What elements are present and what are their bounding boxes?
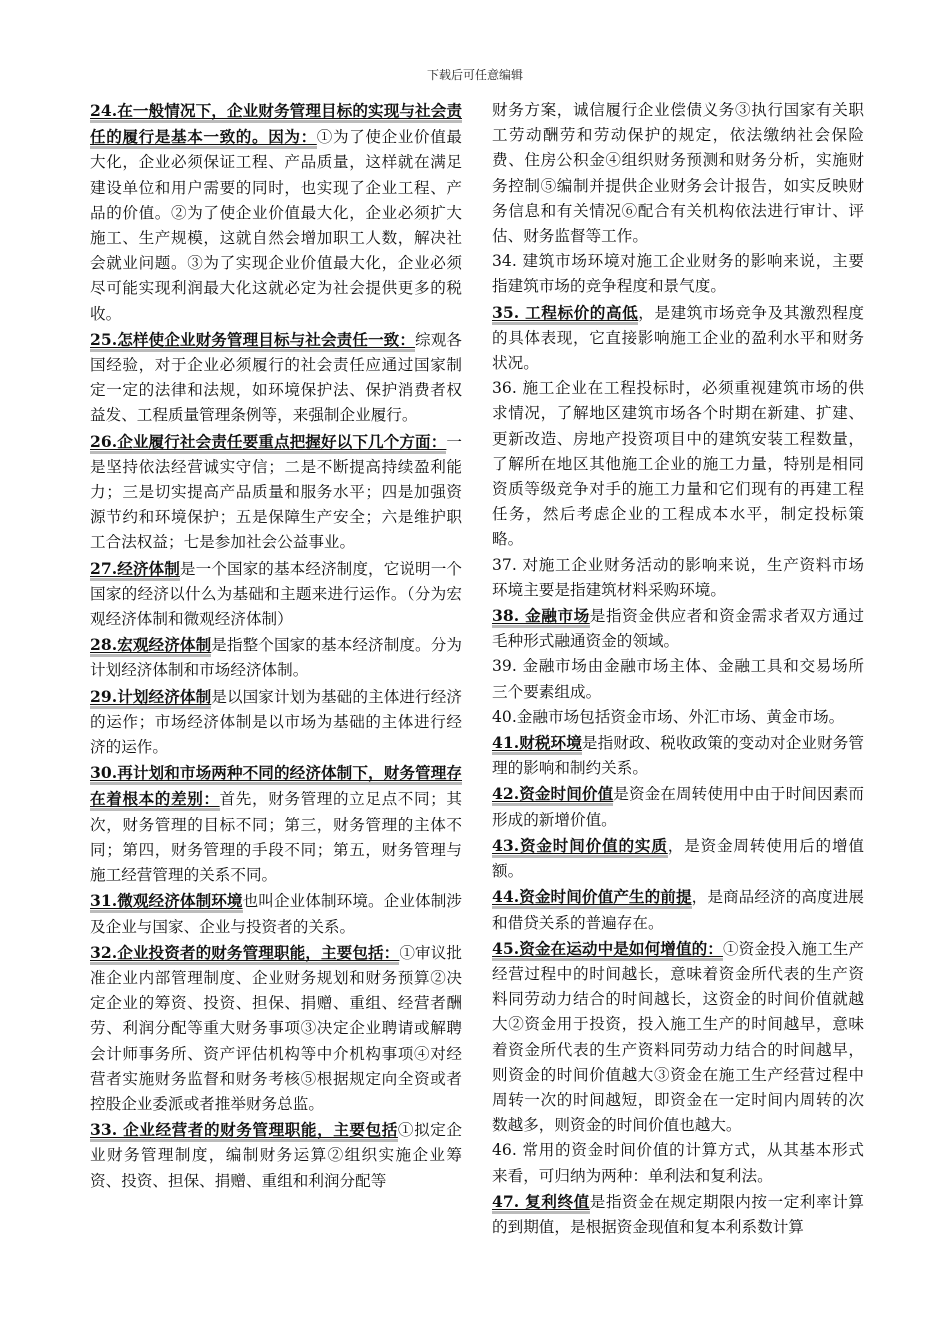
item-38 (492, 603, 864, 654)
item-32-key: 32.企业投资者的财务管理职能，主要包括： (90, 943, 399, 965)
item-38-key: 38. 金融市场 (492, 606, 590, 628)
item-28-text: 是指整个国家的基本经济制度。分为计划经济体制和市场经济体制。 (90, 636, 462, 680)
item-43-key: 43.资金时间价值的实质 (492, 836, 668, 858)
item-28 (90, 632, 462, 683)
item-46-text: 46. 常用的资金时间价值的计算方式，从其基本形式来看，可归纳为两种：单利法和复利法。 (492, 1141, 864, 1185)
item-41 (492, 730, 864, 781)
item-26-key: 26.企业履行社会责任要重点把握好以下几个方面： (90, 432, 446, 454)
item-33-text: ①拟定企业财务管理制度，编制财务运算②组织实施企业筹资、投资、担保、捐赠、重组和利润分配等 (90, 1121, 462, 1190)
item-26 (90, 429, 462, 556)
item-47 (492, 1189, 864, 1240)
item-44-text: ，是商品经济的高度进展和借贷关系的普遍存在。 (492, 888, 864, 932)
item-42-key: 42.资金时间价值 (492, 784, 613, 806)
item-29-text: 是以国家计划为基础的主体进行经济的运作；市场经济体制是以市场为基础的主体进行经济的运作。 (90, 687, 462, 757)
item-35-text: ，是建筑市场竞争及其激烈程度的具体表现，它直接影响施工企业的盈利水平和财务状况。 (492, 303, 864, 373)
item-34 (492, 249, 864, 299)
item-27-key: 27.经济体制 (90, 559, 180, 581)
item-45-key: 45.资金在运动中是如何增值的： (492, 939, 723, 961)
item-35-key: 35. 工程标价的高低 (492, 303, 638, 325)
item-33-key: 33. 企业经营者的财务管理职能，主要包括 (90, 1120, 398, 1142)
item-33 (90, 1117, 462, 1194)
item-24 (90, 98, 462, 327)
left-column (90, 98, 462, 1194)
item-40 (492, 705, 864, 730)
item-26-text: 一是坚持依法经营诚实守信；二是不断提高持续盈利能力；三是切实提高产品质量和服务水平；四是加强资源节约和环境保护；五是保障生产安全；六是维护职工合法权益；七是参加社会公益事业。 (90, 432, 462, 552)
item-29 (90, 684, 462, 761)
item-44-key: 44.资金时间价值产生的前提 (492, 887, 692, 909)
item-30-text: 首先，财务管理的立足点不同；其次，财务管理的目标不同；第三，财务管理的主体不同；第四，财务管理的手段不同；第五，财务管理与施工经营管理的关系不同。 (90, 790, 462, 885)
item-30 (90, 760, 462, 888)
item-35 (492, 300, 864, 377)
page-header: 下载后可任意编辑 (426, 68, 523, 82)
item-42-text: 是资金在周转使用中由于时间因素而形成的新增价值。 (492, 785, 864, 829)
item-25 (90, 327, 462, 429)
item-33-continued-text: 财务方案，诚信履行企业偿债义务③执行国家有关职工劳动酬劳和劳动保护的规定，依法缴纳社会保险费、住房公积金④组织财务预测和财务分析，实施财务控制⑤编制并提供企业财务会计报告，如实反映财务信息和有关情况⑥配合有关机构依法进行审计、评估、财务监督等工作。 (492, 101, 864, 246)
item-31-key: 31.微观经济体制环境 (90, 891, 243, 913)
item-45-text: ①资金投入施工生产经营过程中的时间越长，意味着资金所代表的生产资料同劳动力结合的时间越长，这资金的时间价值就越大②资金用于投资，投入施工生产的时间越早，意味着资金所代表的生产资料同劳动力结合的时间越早，则资金的时间价值越大③资金在施工生产经营过程中周转一次的时间越短，即资金在一定时间内周转的次数越多，则资金的时间价值也越大。 (492, 939, 864, 1135)
item-42 (492, 781, 864, 832)
item-40-text: 40.金融市场包括资金市场、外汇市场、黄金市场。 (492, 707, 845, 726)
item-37-text: 37. 对施工企业财务活动的影响来说，生产资料市场环境主要是指建筑材料采购环境。 (492, 555, 864, 599)
item-25-text: 综观各国经验，对于企业必须履行的社会责任应通过国家制定一定的法律和法规，如环境保护法、保护消费者权益发、工程质量管理条例等，来强制企业履行。 (90, 330, 462, 425)
item-33-continued (492, 98, 864, 249)
item-24-key: 24.在一般情况下，企业财务管理目标的实现与社会责任的履行是基本一致的。因为： (90, 101, 462, 149)
item-34-text: 34. 建筑市场环境对施工企业财务的影响来说，主要指建筑市场的竞争程度和景气度。 (492, 252, 864, 296)
item-28-key: 28.宏观经济体制 (90, 635, 211, 657)
item-39 (492, 654, 864, 704)
item-45 (492, 936, 864, 1139)
item-24-text: ①为了使企业价值最大化，企业必须保证工程、产品质量，这样就在满足建设单位和用户需要的同时，也实现了企业工程、产品的价值。②为了使企业价值最大化，企业必须扩大施工、生产规模，这就自然会增加职工人数，解决社会就业问题。③为了实现企业价值最大化，企业必须尽可能实现利润最大化这就必定为社会提供更多的税收。 (90, 128, 462, 323)
item-32 (90, 940, 462, 1117)
item-43-text: ，是资金周转使用后的增值额。 (492, 836, 864, 881)
item-41-text: 是指财政、税收政策的变动对企业财务管理的影响和制约关系。 (492, 734, 864, 778)
item-47-text: 是指资金在规定期限内按一定利率计算的到期值，是根据资金现值和复本利系数计算 (492, 1192, 864, 1236)
item-32-text: ①审议批准企业内部管理制度、企业财务规划和财务预算②决定企业的筹资、投资、担保、捐赠、重组、经营者酬劳、利润分配等重大财务事项③决定企业聘请或解聘会计师事务所、资产评估机构等中介机构事项④对经营者实施财务监督和财务考核⑤根据规定向全资或者控股企业委派或者推举财务总监。 (90, 943, 462, 1113)
item-39-text: 39. 金融市场由金融市场主体、金融工具和交易场所三个要素组成。 (492, 657, 864, 701)
item-27-text: 是一个国家的基本经济制度，它说明一个国家的经济以什么为基础和主题来进行运作。（分为宏观经济体制和微观经济体制） (90, 559, 462, 629)
item-31-text: 也叫企业体制环境。企业体制涉及企业与国家、企业与投资者的关系。 (90, 892, 462, 936)
item-27 (90, 556, 462, 633)
item-36 (492, 376, 864, 552)
item-37 (492, 553, 864, 603)
right-column (492, 98, 864, 1240)
item-41-key: 41.财税环境 (492, 733, 582, 755)
item-46 (492, 1138, 864, 1188)
item-30-key: 30.再计划和市场两种不同的经济体制下，财务管理存在着根本的差别： (90, 763, 462, 811)
item-29-key: 29.计划经济体制 (90, 687, 211, 709)
item-36-text: 36. 施工企业在工程投标时，必须重视建筑市场的供求情况，了解地区建筑市场各个时期在新建、扩建、更新改造、房地产投资项目中的建筑安装工程数量，了解所在地区其他施工企业的施工力量，特别是相同资质等级竞争对手的施工力量和它们现有的再建工程任务，然后考虑企业的工程成本水平，制定投标策略。 (492, 379, 864, 549)
item-43 (492, 833, 864, 884)
item-44 (492, 884, 864, 935)
item-38-text: 是指资金供应者和资金需求者双方通过毛种形式融通资金的领域。 (492, 607, 864, 651)
item-25-key: 25.怎样使企业财务管理目标与社会责任一致： (90, 330, 415, 352)
item-47-key: 47. 复利终值 (492, 1192, 590, 1214)
item-31 (90, 888, 462, 939)
